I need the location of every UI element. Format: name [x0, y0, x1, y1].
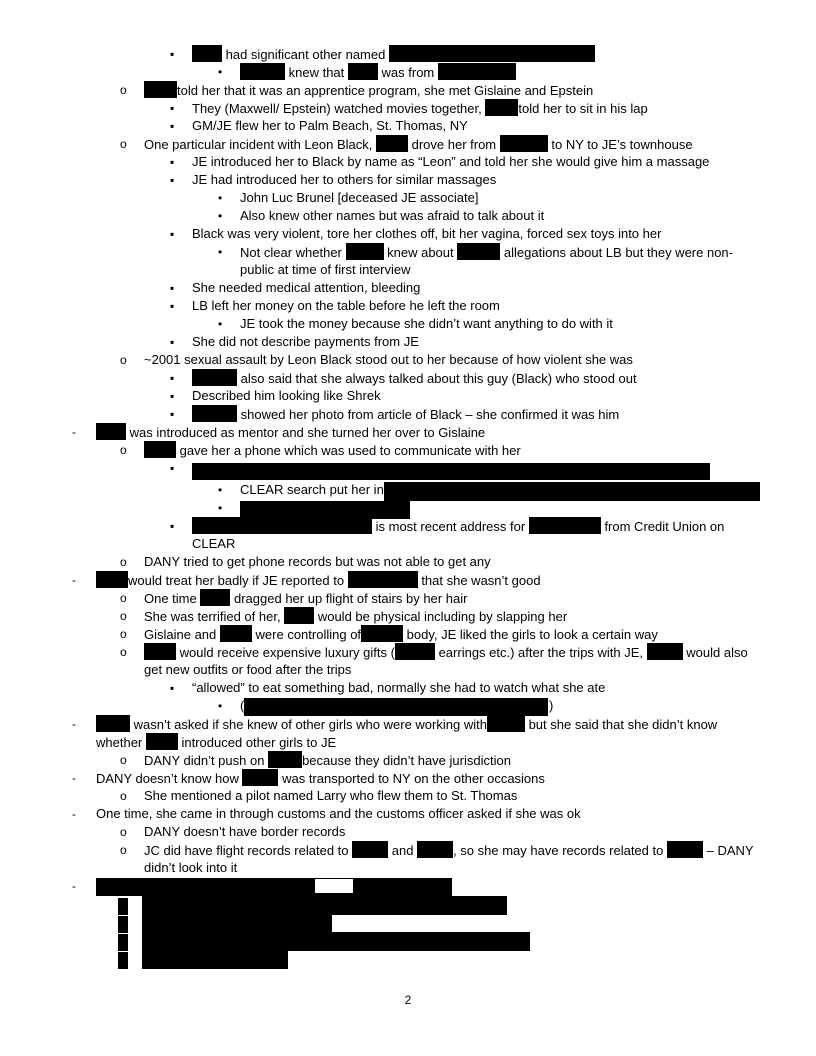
note-text: Gislaine and: [144, 627, 217, 642]
note-line: [144, 859, 237, 877]
note-text: JE had introduced her to others for similar massages: [192, 172, 497, 187]
square-bullet: ▪: [170, 173, 175, 187]
square-bullet: ▪: [170, 681, 175, 695]
redaction-block: [142, 950, 288, 969]
note-text: DANY didn’t push on: [144, 753, 265, 768]
square-bullet: ▪: [170, 299, 175, 313]
note-line: [192, 333, 419, 351]
note-text: were controlling of: [255, 627, 362, 642]
note-text: would be physical including by slapping her: [317, 609, 568, 624]
dot-bullet: •: [218, 501, 223, 515]
note-text: that she wasn’t good: [421, 573, 541, 588]
dot-bullet: •: [218, 483, 223, 497]
redaction-block: [96, 423, 126, 440]
circle-bullet: o: [120, 843, 127, 857]
dash-bullet: -: [72, 717, 76, 731]
note-line: [192, 153, 709, 171]
redaction-block: [142, 896, 507, 915]
redaction-block: [142, 914, 332, 933]
redacted-bullet: [118, 934, 128, 951]
note-text: but she said that she didn’t know: [528, 717, 718, 732]
note-text: ~2001 sexual assault by Leon Black stood out to her because of how violent she was: [144, 352, 633, 367]
redaction-block: [268, 751, 302, 768]
redaction-block: [244, 698, 548, 716]
dot-bullet: •: [218, 65, 223, 79]
square-bullet: ▪: [170, 227, 175, 241]
square-bullet: ▪: [170, 281, 175, 295]
note-line: [240, 261, 411, 279]
note-text: showed her photo from article of Black – she confirmed it was him: [240, 407, 620, 422]
dot-bullet: •: [218, 317, 223, 331]
redaction-block: [376, 135, 408, 152]
redaction-block: [647, 643, 683, 660]
note-line: [96, 805, 581, 823]
dot-bullet: •: [218, 191, 223, 205]
redaction-block: [417, 841, 453, 858]
note-text: John Luc Brunel [deceased JE associate]: [240, 190, 479, 205]
redaction-block: [348, 571, 418, 588]
note-text: had significant other named: [225, 47, 386, 62]
note-text: is most recent address for: [375, 519, 526, 534]
note-text: JE took the money because she didn’t want anything to do with it: [240, 316, 613, 331]
redaction-block: [242, 769, 278, 786]
note-text: Also knew other names but was afraid to talk about it: [240, 208, 545, 223]
note-line: [192, 99, 648, 118]
note-text: Not clear whether: [240, 245, 342, 260]
note-line: [144, 351, 633, 369]
square-bullet: ▪: [170, 519, 175, 533]
circle-bullet: o: [120, 627, 127, 641]
circle-bullet: o: [120, 591, 127, 605]
square-bullet: ▪: [170, 155, 175, 169]
redaction-block: [348, 63, 378, 80]
circle-bullet: o: [120, 645, 127, 659]
square-bullet: ▪: [170, 407, 175, 421]
note-text: She mentioned a pilot named Larry who flew them to St. Thomas: [144, 788, 518, 803]
note-line: [144, 643, 748, 662]
circle-bullet: o: [120, 83, 127, 97]
dash-bullet: -: [72, 425, 76, 439]
note-text: also said that she always talked about this guy (Black) who stood out: [240, 371, 637, 386]
note-text: JE introduced her to Black by name as “Leon” and told her she would give him a massage: [192, 154, 710, 169]
note-line: [144, 823, 345, 841]
square-bullet: ▪: [170, 335, 175, 349]
circle-bullet: o: [120, 789, 127, 803]
redaction-block: [389, 45, 595, 62]
note-text: drove her from: [411, 137, 497, 152]
redaction-block: [192, 405, 237, 422]
circle-bullet: o: [120, 609, 127, 623]
dot-bullet: •: [218, 699, 223, 713]
note-text: to NY to JE’s townhouse: [551, 137, 693, 152]
note-line: [144, 661, 351, 679]
dot-bullet: •: [218, 209, 223, 223]
note-line: [192, 45, 595, 64]
note-text: gave her a phone which was used to communicate with her: [179, 443, 521, 458]
note-line: [192, 171, 496, 189]
note-text: – DANY: [706, 843, 754, 858]
circle-bullet: o: [120, 137, 127, 151]
note-text: wasn’t asked if she knew of other girls who were working with: [133, 717, 487, 732]
note-line: [192, 405, 619, 424]
note-line: [144, 751, 511, 770]
note-text: was introduced as mentor and she turned her over to Gislaine: [129, 425, 486, 440]
note-text: get new outfits or food after the trips: [144, 662, 352, 677]
note-text: body, JE liked the girls to look a certain way: [406, 627, 658, 642]
note-text: earrings etc.) after the trips with JE,: [438, 645, 644, 660]
redaction-block: [200, 589, 230, 606]
note-text: would also: [686, 645, 748, 660]
redaction-gap: [315, 879, 353, 893]
dash-bullet: -: [72, 807, 76, 821]
note-text: GM/JE flew her to Palm Beach, St. Thomas, NY: [192, 118, 468, 133]
square-bullet: ▪: [170, 461, 175, 475]
dash-bullet: -: [72, 771, 76, 785]
note-line: [144, 135, 693, 154]
note-line: [96, 769, 545, 788]
redaction-block: [438, 63, 516, 80]
square-bullet: ▪: [170, 47, 175, 61]
note-text: CLEAR search put her in: [240, 482, 384, 497]
note-line: [192, 387, 381, 405]
note-text: They (Maxwell/ Epstein) watched movies together,: [192, 101, 482, 116]
redaction-block: [384, 482, 760, 501]
dash-bullet: -: [72, 573, 76, 587]
redaction-block: [192, 463, 710, 480]
note-text: and: [391, 843, 414, 858]
redaction-block: [192, 369, 237, 386]
note-text: ): [549, 698, 554, 713]
note-line: [192, 369, 637, 388]
note-line: [144, 841, 754, 860]
note-line: [192, 225, 661, 243]
note-text: would receive expensive luxury gifts (: [179, 645, 395, 660]
note-text: introduced other girls to JE: [181, 735, 337, 750]
redaction-block: [487, 715, 525, 732]
redaction-block: [529, 517, 601, 534]
circle-bullet: o: [120, 753, 127, 767]
redaction-block: [192, 517, 372, 534]
note-text: told her that it was an apprentice program, she met Gislaine and Epstein: [177, 83, 594, 98]
note-line: [96, 715, 717, 734]
redaction-block: [284, 607, 314, 624]
note-line: [96, 733, 336, 752]
note-line: [144, 441, 521, 460]
note-text: because they didn’t have jurisdiction: [302, 753, 511, 768]
note-line: [144, 607, 567, 626]
circle-bullet: o: [120, 353, 127, 367]
note-text: , so she may have records related to: [453, 843, 664, 858]
redaction-block: [96, 715, 130, 732]
note-text: public at time of first interview: [240, 262, 411, 277]
redaction-block: [96, 878, 452, 896]
note-line: [192, 517, 724, 536]
note-text: knew that: [288, 65, 345, 80]
note-text: “allowed” to eat something bad, normally she had to watch what she ate: [192, 680, 606, 695]
redaction-block: [352, 841, 388, 858]
note-text: allegations about LB but they were non-: [503, 245, 733, 260]
redaction-block: [395, 643, 435, 660]
note-text: knew about: [387, 245, 454, 260]
note-line: [549, 697, 553, 715]
redacted-bullet: [118, 952, 128, 969]
note-text: DANY doesn’t know how: [96, 771, 239, 786]
redaction-block: [485, 99, 518, 116]
redaction-block: [240, 63, 285, 80]
redaction-block: [144, 81, 177, 98]
note-text: One particular incident with Leon Black,: [144, 137, 373, 152]
redaction-block: [146, 733, 178, 750]
note-text: One time: [144, 591, 197, 606]
note-line: [240, 189, 478, 207]
note-text: dragged her up flight of stairs by her hair: [234, 591, 468, 606]
note-line: [96, 423, 485, 442]
note-line: [144, 787, 517, 805]
note-text: She was terrified of her,: [144, 609, 281, 624]
note-line: [192, 279, 420, 297]
square-bullet: ▪: [170, 101, 175, 115]
note-line: [144, 589, 467, 608]
redaction-block: [500, 135, 548, 152]
dot-bullet: •: [218, 245, 223, 259]
note-text: Described him looking like Shrek: [192, 388, 381, 403]
note-text: whether: [96, 735, 143, 750]
note-line: [144, 625, 658, 644]
note-text: was transported to NY on the other occasions: [282, 771, 545, 786]
note-text: told her to sit in his lap: [518, 101, 648, 116]
square-bullet: ▪: [170, 371, 175, 385]
redacted-bullet: [118, 916, 128, 933]
redaction-block: [192, 45, 222, 62]
note-line: [192, 535, 235, 553]
note-text: was from: [381, 65, 435, 80]
note-line: [240, 481, 384, 499]
circle-bullet: o: [120, 825, 127, 839]
redaction-block: [220, 625, 252, 642]
note-line: [240, 207, 544, 225]
note-text: She did not describe payments from JE: [192, 334, 419, 349]
note-text: would treat her badly if JE reported to: [128, 573, 345, 588]
circle-bullet: o: [120, 443, 127, 457]
note-line: [240, 315, 613, 333]
note-line: [240, 63, 516, 82]
redaction-block: [144, 441, 176, 458]
note-text: didn’t look into it: [144, 860, 238, 875]
note-line: [192, 679, 605, 697]
note-text: One time, she came in through customs and the customs officer asked if she was ok: [96, 806, 581, 821]
note-text: She needed medical attention, bleeding: [192, 280, 421, 295]
note-line: [96, 571, 541, 590]
page-number: 2: [404, 993, 412, 1007]
redacted-bullet: [118, 898, 128, 915]
note-line: [240, 243, 733, 262]
redaction-block: [142, 932, 530, 951]
circle-bullet: o: [120, 555, 127, 569]
square-bullet: ▪: [170, 119, 175, 133]
note-text: JC did have flight records related to: [144, 843, 349, 858]
note-text: from Credit Union on: [604, 519, 725, 534]
note-line: [144, 553, 491, 571]
note-text: Black was very violent, tore her clothes off, bit her vagina, forced sex toys into her: [192, 226, 662, 241]
note-text: CLEAR: [192, 536, 236, 551]
note-text: DANY tried to get phone records but was not able to get any: [144, 554, 491, 569]
square-bullet: ▪: [170, 389, 175, 403]
redaction-block: [457, 243, 500, 260]
note-text: DANY doesn’t have border records: [144, 824, 346, 839]
note-line: [192, 117, 468, 135]
note-line: [144, 81, 593, 100]
redaction-block: [346, 243, 384, 260]
note-text: LB left her money on the table before he left the room: [192, 298, 500, 313]
redaction-block: [96, 571, 128, 588]
redaction-block: [667, 841, 703, 858]
note-text: (: [240, 698, 245, 713]
dash-bullet: -: [72, 879, 76, 893]
redaction-block: [361, 625, 403, 642]
note-line: [192, 297, 500, 315]
redaction-block: [144, 643, 176, 660]
